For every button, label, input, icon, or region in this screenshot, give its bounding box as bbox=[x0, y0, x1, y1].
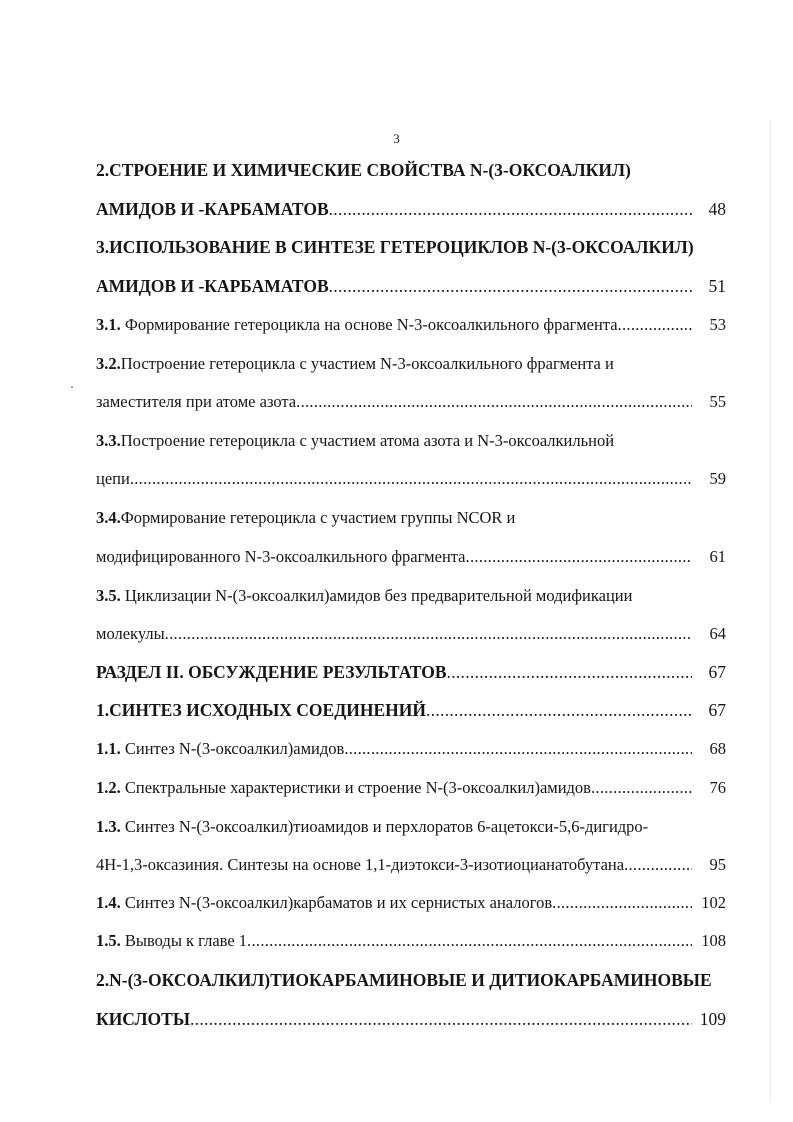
toc-page: 55 bbox=[709, 392, 726, 411]
toc-title: цепи bbox=[96, 469, 130, 488]
toc-entry bbox=[96, 776, 726, 800]
toc-title: Циклизации N-(3-оксоалкил)амидов без предварительной модификации bbox=[120, 586, 633, 605]
toc-page: 53 bbox=[709, 315, 726, 334]
toc-title: 4Н-1,3-оксазиния. Синтезы на основе 1,1-диэтокси-3-изотиоцианатобутана bbox=[96, 855, 625, 874]
toc-number: 2. bbox=[96, 970, 110, 990]
toc-page: 108 bbox=[701, 931, 726, 950]
toc-entry-line bbox=[96, 815, 726, 839]
toc-entry-line bbox=[96, 506, 726, 530]
toc-entry-line bbox=[96, 352, 726, 376]
toc-entry-line bbox=[96, 584, 726, 608]
toc-page: 59 bbox=[709, 469, 726, 488]
toc-page: 61 bbox=[709, 547, 726, 566]
toc-heading-line bbox=[96, 968, 726, 992]
toc-entry bbox=[96, 698, 726, 722]
toc-page: 95 bbox=[709, 855, 726, 874]
toc-title: молекулы bbox=[96, 624, 165, 643]
toc-leader-dots bbox=[618, 313, 692, 337]
toc-leader-dots bbox=[329, 274, 692, 298]
toc-entry bbox=[96, 737, 726, 761]
toc-leader-dots bbox=[165, 622, 692, 646]
toc-number: 1.4. bbox=[96, 893, 121, 912]
toc-number: 3. bbox=[96, 237, 110, 257]
toc-entry-line bbox=[96, 429, 726, 453]
toc-entry bbox=[96, 622, 726, 646]
toc-title: Построение гетероцикла с участием N-3-оксоалкильного фрагмента и bbox=[120, 354, 614, 373]
toc-title: КИСЛОТЫ bbox=[96, 1009, 191, 1029]
toc-title: АМИДОВ И -КАРБАМАТОВ bbox=[96, 276, 329, 296]
toc-leader-dots bbox=[447, 660, 692, 684]
toc-title: заместителя при атоме азота bbox=[96, 392, 297, 411]
toc-page: 109 bbox=[699, 1009, 726, 1029]
toc-leader-dots bbox=[247, 929, 692, 953]
toc-number: 3.4. bbox=[96, 508, 121, 527]
toc-title: Формирование гетероцикла на основе N-3-оксоалкильного фрагмента bbox=[120, 315, 618, 334]
toc-number: 3.2. bbox=[96, 354, 121, 373]
toc-title: Синтез N-(3-оксоалкил)амидов bbox=[120, 739, 345, 758]
toc-title: ИСПОЛЬЗОВАНИЕ В СИНТЕЗЕ ГЕТЕРОЦИКЛОВ N-(3-ОКСОАЛКИЛ) bbox=[109, 237, 694, 257]
toc-number: 2. bbox=[96, 160, 110, 180]
toc-page: 48 bbox=[708, 199, 726, 219]
toc-heading-line bbox=[96, 158, 726, 182]
toc-entry bbox=[96, 853, 726, 877]
toc-title: Спектральные характеристики и строение N-(3-оксоалкил)амидов bbox=[120, 778, 591, 797]
toc-number: 1.1. bbox=[96, 739, 121, 758]
toc-heading-line bbox=[96, 235, 726, 259]
toc-number: 3.3. bbox=[96, 431, 121, 450]
toc-entry bbox=[96, 467, 726, 491]
toc-page: 51 bbox=[708, 276, 726, 296]
toc-entry bbox=[96, 660, 726, 684]
toc-number: 1.2. bbox=[96, 778, 121, 797]
toc-title: АМИДОВ И -КАРБАМАТОВ bbox=[96, 199, 329, 219]
toc-entry bbox=[96, 929, 726, 953]
toc-title: N-(3-ОКСОАЛКИЛ)ТИОКАРБАМИНОВЫЕ И ДИТИОКАРБАМИНОВЫЕ bbox=[109, 970, 712, 990]
toc-title: Построение гетероцикла с участием атома азота и N-3-оксоалкильной bbox=[120, 431, 615, 450]
toc-title: Формирование гетероцикла с участием группы NCOR и bbox=[120, 508, 516, 527]
toc-title: Выводы к главе 1 bbox=[120, 931, 248, 950]
toc-leader-dots bbox=[130, 467, 692, 491]
page-number: 3 bbox=[393, 131, 400, 146]
toc-entry bbox=[96, 545, 726, 569]
toc-entry bbox=[96, 390, 726, 414]
toc-number: 1.3. bbox=[96, 817, 121, 836]
toc-number: 1.5. bbox=[96, 931, 121, 950]
toc-leader-dots bbox=[466, 545, 692, 569]
toc-entry bbox=[96, 274, 726, 298]
toc-leader-dots bbox=[426, 698, 692, 722]
toc-page: 68 bbox=[709, 739, 726, 758]
toc-leader-dots bbox=[296, 390, 692, 414]
toc-page: 102 bbox=[701, 893, 726, 912]
toc-page: 67 bbox=[708, 700, 726, 720]
scan-speck bbox=[71, 386, 73, 388]
toc-leader-dots bbox=[190, 1007, 692, 1031]
toc-leader-dots bbox=[552, 891, 692, 915]
toc-leader-dots bbox=[344, 737, 692, 761]
toc-leader-dots bbox=[329, 197, 692, 221]
toc-number: 3.5. bbox=[96, 586, 121, 605]
toc-title: Синтез N-(3-оксоалкил)карбаматов и их сернистых аналогов bbox=[120, 893, 553, 912]
toc-leader-dots bbox=[624, 853, 692, 877]
scan-edge-shadow bbox=[770, 120, 771, 1100]
toc-entry bbox=[96, 313, 726, 337]
toc-entry bbox=[96, 197, 726, 221]
toc-page: 67 bbox=[708, 662, 726, 682]
toc-page: 64 bbox=[709, 624, 726, 643]
toc-entry bbox=[96, 1007, 726, 1031]
toc-page: 76 bbox=[709, 778, 726, 797]
toc-entry bbox=[96, 891, 726, 915]
toc-title: Синтез N-(3-оксоалкил)тиоамидов и перхлоратов 6-ацетокси-5,6-дигидро- bbox=[120, 817, 649, 836]
toc-title: 1.СИНТЕЗ ИСХОДНЫХ СОЕДИНЕНИЙ bbox=[96, 700, 426, 720]
toc-title: модифицированного N-3-оксоалкильного фрагмента bbox=[96, 547, 466, 566]
toc-title: СТРОЕНИЕ И ХИМИЧЕСКИЕ СВОЙСТВА N-(3-ОКСОАЛКИЛ) bbox=[109, 160, 631, 180]
toc-title: РАЗДЕЛ II. ОБСУЖДЕНИЕ РЕЗУЛЬТАТОВ bbox=[96, 662, 447, 682]
toc-leader-dots bbox=[591, 776, 692, 800]
toc-number: 3.1. bbox=[96, 315, 121, 334]
